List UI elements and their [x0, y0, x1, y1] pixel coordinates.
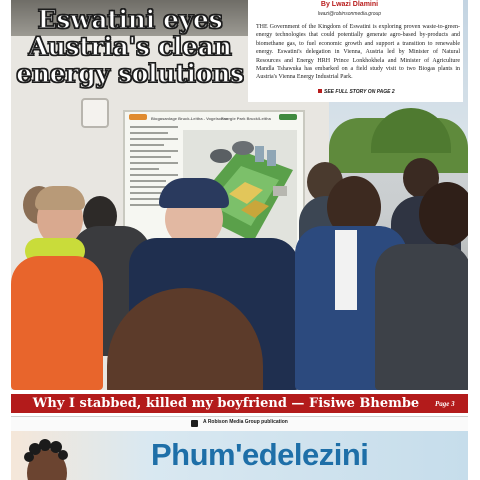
red-square-icon — [318, 89, 322, 93]
byline-email: lwazi@robinsonmedia.group — [317, 11, 382, 17]
publisher-logo-icon — [191, 420, 198, 427]
lead-headline[interactable]: Eswatini eyes Austria's clean energy solutions — [16, 5, 244, 88]
teaser-page-ref: Page 3 — [435, 400, 455, 408]
person-body — [375, 244, 468, 390]
photo-wall-lamp — [81, 98, 109, 128]
cap — [159, 178, 229, 208]
person-head — [419, 182, 468, 246]
supplement-title: Phum'edelezini — [151, 437, 369, 472]
see-full-story[interactable] — [318, 89, 395, 95]
byline: By Lwazi Dlamini — [320, 1, 379, 8]
see-full-story-label: SEE FULL STORY ON PAGE 2 — [324, 89, 395, 95]
panel-title-2: Energie Park Bruck/Leitha — [221, 116, 271, 121]
person-hair — [35, 186, 85, 210]
teaser-headline: Why I stabbed, killed my boyfriend — Fisiwe Bhembe — [32, 396, 420, 411]
panel-logo-2 — [279, 114, 297, 120]
teaser-band[interactable] — [11, 394, 468, 413]
publisher-text: A Robison Media Group publication — [203, 419, 288, 425]
publisher-strip — [11, 416, 468, 432]
shirt — [335, 230, 357, 310]
panel-title: Biogasanlage Bruck-Leitha - Vogelschau — [151, 116, 229, 121]
child-photo — [17, 439, 75, 480]
person-body — [11, 256, 103, 390]
lead-story-text: THE Government of the Kingdom of Eswatini is exploring proven waste-to-green-energy technologies that could potentially generate agro-based by-products and biomethane gas, to fuel economic growth and support a transition to renewable energy. Eswatini's delegation in Vienna, Austria led by Minister of Natural Resources and Energy HRH Prince Lonkhokhela and Minister of Agriculture Mandla Tshawuka has embarked on a field study visit to two Biogas plants in Austria's Vienna Energy Industrial Park. — [256, 24, 460, 81]
lead-story-box — [248, 0, 463, 102]
supplement-banner[interactable] — [11, 431, 468, 480]
panel-logo — [129, 114, 147, 120]
